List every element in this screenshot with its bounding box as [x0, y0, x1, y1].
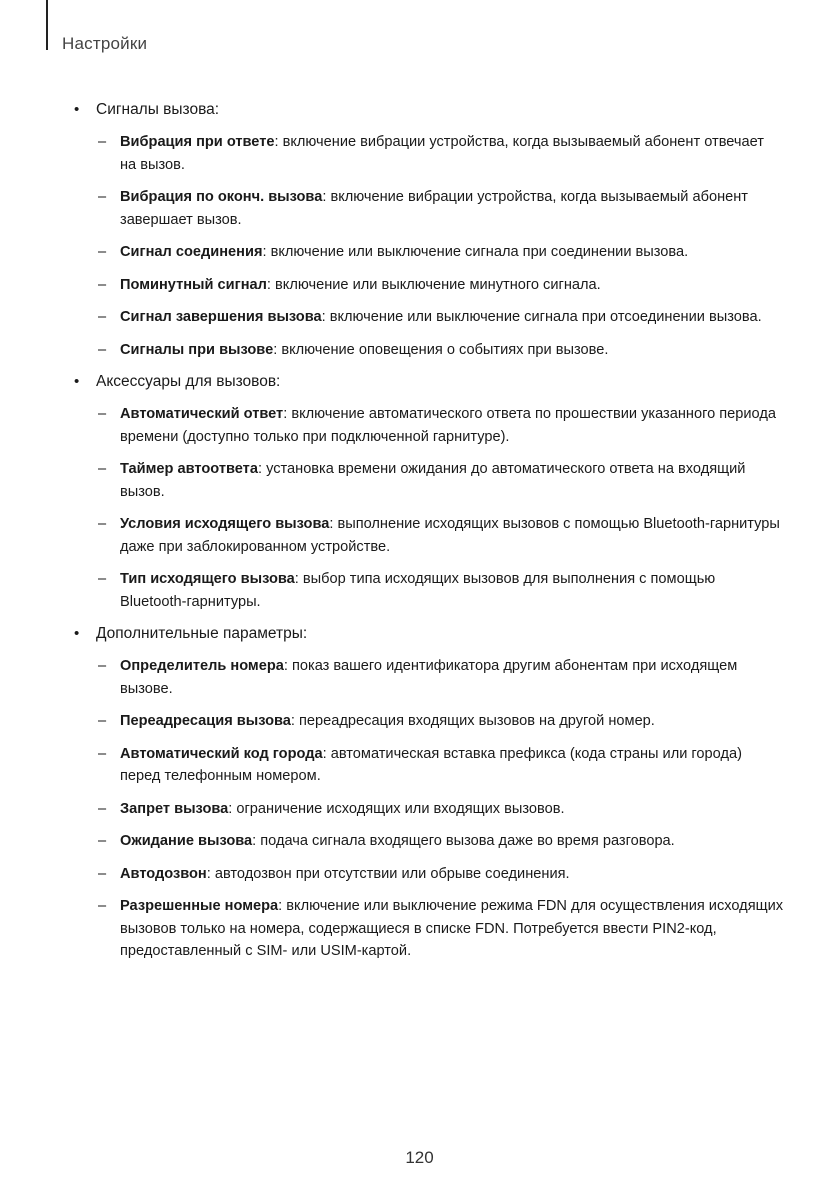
- item-term: Автоматический ответ: [120, 406, 284, 422]
- item-description: показ вашего идентификатора другим абонентам при исходящем вызове.: [120, 658, 738, 697]
- item-term: Определитель номера: [120, 658, 284, 674]
- item-separator: :: [228, 800, 237, 817]
- item-term: Вибрация по оконч. вызова: [120, 189, 323, 205]
- list-item: [74, 798, 784, 821]
- section-title: Настройки: [62, 34, 148, 53]
- item-term: Вибрация при ответе: [120, 134, 275, 150]
- list-item: [74, 513, 784, 558]
- list-item: [74, 830, 784, 853]
- item-separator: :: [262, 244, 271, 260]
- item-term: Тип исходящего вызова: [120, 571, 295, 587]
- bullet-icon: •: [74, 373, 80, 390]
- item-separator: :: [322, 745, 331, 762]
- item-separator: :: [252, 833, 261, 849]
- item-description: включение автоматического ответа по прошествии указанного периода времени (доступно только при подключенной гарнитуре).: [120, 406, 776, 445]
- group-title: Дополнительные параметры:: [96, 625, 308, 642]
- item-term: Автодозвон: [120, 865, 207, 882]
- dash-icon: –: [98, 833, 107, 849]
- item-term: Ожидание вызова: [120, 833, 253, 849]
- item-list: [74, 655, 784, 963]
- dash-icon: –: [98, 571, 107, 587]
- item-description: выполнение исходящих вызовов с помощью Bluetooth-гарнитуры даже при заблокированном устройстве.: [120, 516, 780, 555]
- item-description: ограничение исходящих или входящих вызовов.: [236, 800, 565, 817]
- list-item: [74, 710, 784, 733]
- item-separator: :: [283, 406, 292, 422]
- item-separator: :: [257, 461, 267, 477]
- item-term: Автоматический код города: [120, 745, 323, 762]
- group-title: Сигналы вызова:: [96, 101, 220, 118]
- item-separator: :: [283, 658, 292, 674]
- item-description: установка времени ожидания до автоматического ответа на входящий вызов.: [120, 461, 746, 500]
- dash-icon: –: [98, 406, 107, 422]
- item-list: [74, 403, 784, 613]
- group-heading: [74, 371, 784, 393]
- list-item: [74, 743, 784, 788]
- group-title: Аксессуары для вызовов:: [96, 373, 281, 390]
- item-description: подача сигнала входящего вызова даже во время разговора.: [260, 833, 675, 849]
- item-separator: :: [274, 134, 283, 150]
- page-number: 120: [405, 1148, 434, 1167]
- group-heading: [74, 99, 784, 121]
- list-item: [74, 274, 784, 297]
- dash-icon: –: [98, 745, 107, 762]
- group-heading: [74, 623, 784, 645]
- item-description: включение оповещения о событиях при вызове.: [281, 341, 609, 358]
- item-description: автоматическая вставка префикса (кода страны или города) перед телефонным номером.: [120, 745, 742, 784]
- item-description: выбор типа исходящих вызовов для выполнения с помощью Bluetooth-гарнитуры.: [120, 571, 716, 610]
- dash-icon: –: [98, 276, 107, 293]
- list-item: [74, 863, 784, 886]
- item-term: Переадресация вызова: [120, 713, 291, 729]
- dash-icon: –: [98, 244, 107, 260]
- dash-icon: –: [98, 713, 107, 729]
- bullet-icon: •: [74, 625, 80, 642]
- item-term: Сигнал соединения: [120, 244, 263, 260]
- dash-icon: –: [98, 461, 107, 477]
- item-description: включение или выключение режима FDN для осуществления исходящих вызовов только на номера, содержащиеся в списке FDN. Потребуется ввести PIN2-код, предоставленный с SIM- или USIM-картой.: [120, 898, 784, 959]
- item-list: [74, 131, 784, 361]
- item-separator: :: [206, 865, 215, 882]
- item-term: Запрет вызова: [120, 800, 229, 817]
- item-term: Поминутный сигнал: [120, 276, 267, 293]
- item-description: включение или выключение минутного сигнала.: [275, 276, 601, 293]
- item-term: Условия исходящего вызова: [120, 516, 330, 532]
- dash-icon: –: [98, 800, 107, 817]
- item-description: включение или выключение сигнала при соединении вызова.: [270, 244, 689, 260]
- list-item: [74, 241, 784, 264]
- item-separator: :: [329, 516, 338, 532]
- item-separator: :: [273, 341, 282, 358]
- dash-icon: –: [98, 865, 107, 882]
- list-item: [74, 655, 784, 700]
- list-item: [74, 186, 784, 231]
- list-item: [74, 403, 784, 448]
- settings-group-call-accessories: [74, 371, 784, 613]
- item-description: включение или выключение сигнала при отсоединении вызова.: [329, 309, 762, 325]
- bullet-icon: •: [74, 101, 80, 118]
- item-term: Таймер автоответа: [120, 461, 258, 477]
- dash-icon: –: [98, 189, 107, 205]
- item-description: включение вибрации устройства, когда вызываемый абонент завершает вызов.: [120, 189, 748, 228]
- item-separator: :: [266, 276, 276, 293]
- item-term: Сигналы при вызове: [120, 341, 274, 358]
- settings-group-additional-parameters: [74, 623, 784, 963]
- item-separator: :: [321, 309, 330, 325]
- dash-icon: –: [98, 898, 107, 914]
- settings-group-call-signals: [74, 99, 784, 361]
- document-body: [74, 99, 784, 973]
- dash-icon: –: [98, 341, 107, 358]
- item-separator: :: [290, 713, 300, 729]
- dash-icon: –: [98, 658, 107, 674]
- list-item: [74, 895, 784, 963]
- item-term: Сигнал завершения вызова: [120, 309, 322, 325]
- item-description: автодозвон при отсутствии или обрыве соединения.: [214, 865, 570, 882]
- item-description: включение вибрации устройства, когда вызываемый абонент отвечает на вызов.: [120, 134, 764, 173]
- header-rule: [46, 0, 48, 50]
- item-separator: :: [278, 898, 287, 914]
- item-term: Разрешенные номера: [120, 898, 279, 914]
- dash-icon: –: [98, 134, 107, 150]
- list-item: [74, 458, 784, 503]
- list-item: [74, 568, 784, 613]
- item-description: переадресация входящих вызовов на другой номер.: [299, 713, 655, 729]
- item-separator: :: [322, 189, 331, 205]
- dash-icon: –: [98, 309, 107, 325]
- list-item: [74, 131, 784, 176]
- list-item: [74, 306, 784, 329]
- item-separator: :: [294, 571, 303, 587]
- dash-icon: –: [98, 516, 107, 532]
- list-item: [74, 339, 784, 362]
